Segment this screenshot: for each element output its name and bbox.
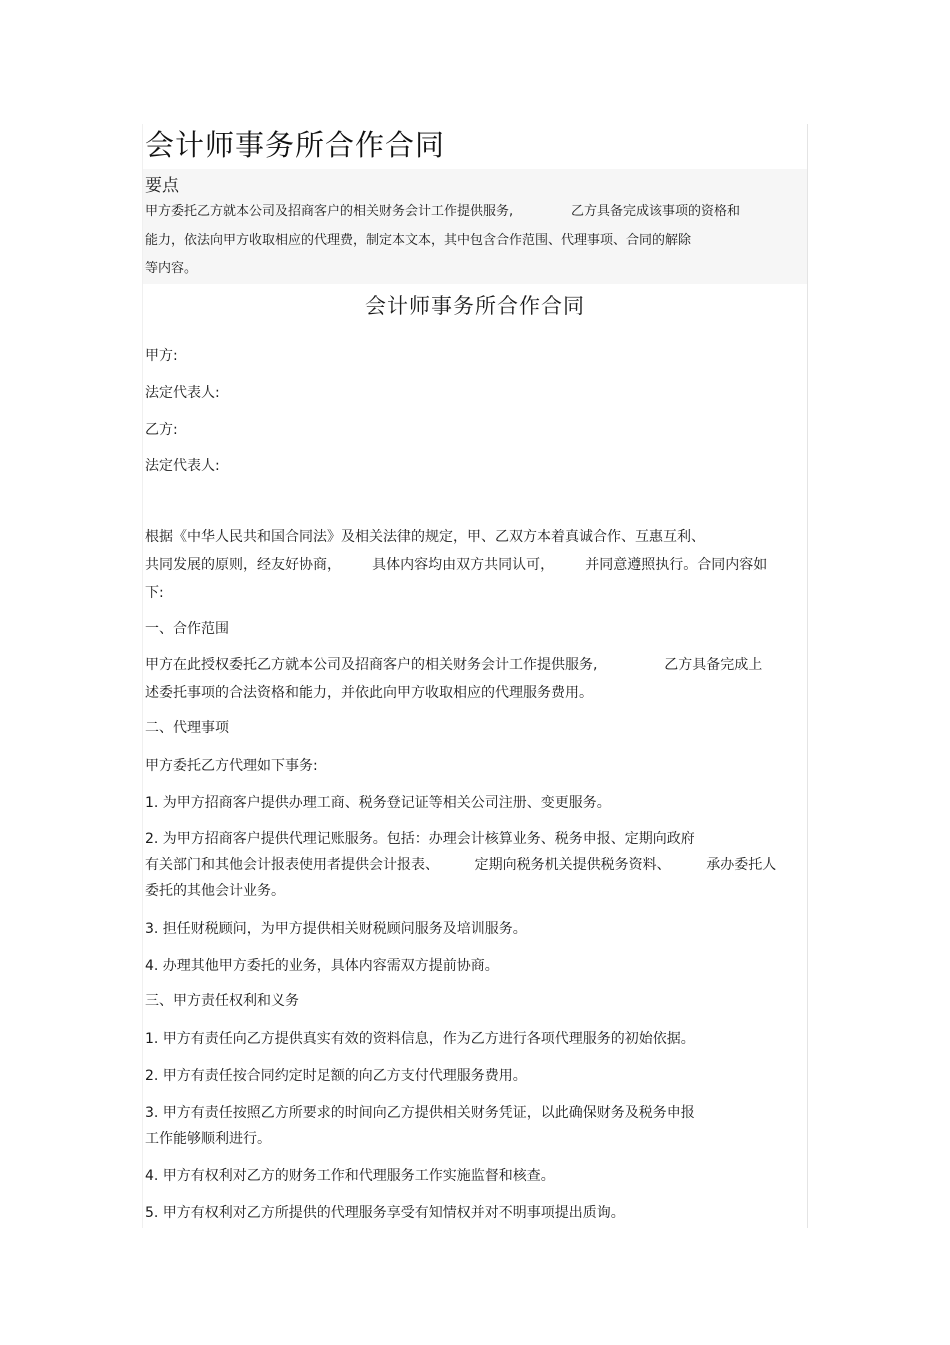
section-3-item-3-line: 3. 甲方有责任按照乙方所要求的时间向乙方提供相关财务凭证，以此确保财务及税务申报 [145,1105,695,1121]
section-3-item-2: 2. 甲方有责任按合同约定时足额的向乙方支付代理服务费用。 [145,1068,527,1084]
document-title: 会计师事务所合作合同 [145,128,446,162]
preamble-line: 共同发展的原则，经友好协商， 具体内容均由双方共同认可， 并同意遵照执行。合同内容如 [145,557,768,573]
section-1-heading: 一、合作范围 [145,621,229,637]
section-2-intro: 甲方委托乙方代理如下事务: [145,758,318,774]
party-a-label: 甲方: [145,348,178,364]
section-2-item-4: 4. 办理其他甲方委托的业务，具体内容需双方提前协商。 [145,958,499,974]
summary-line: 能力，依法向甲方收取相应的代理费，制定本文本，其中包含合作范围、代理事项、合同的解除 [145,233,692,248]
section-3-item-1: 1. 甲方有责任向乙方提供真实有效的资料信息，作为乙方进行各项代理服务的初始依据。 [145,1031,695,1047]
summary-line: 等内容。 [145,261,198,276]
summary-heading: 要点 [145,176,179,196]
party-b-label: 乙方: [145,422,178,438]
summary-box [143,169,807,284]
section-1-line: 述委托事项的合法资格和能力，并依此向甲方收取相应的代理服务费用。 [145,685,593,701]
section-3-item-3-line: 工作能够顺利进行。 [145,1131,271,1147]
preamble-line: 下: [145,585,164,601]
preamble-line: 根据《中华人民共和国合同法》及相关法律的规定，甲、乙双方本着真诚合作、互惠互利、 [145,529,705,545]
section-1-line: 甲方在此授权委托乙方就本公司及招商客户的相关财务会计工作提供服务, 乙方具备完成上 [145,657,763,673]
document-page [142,124,808,1228]
section-2-item-2-line: 有关部门和其他会计报表使用者提供会计报表、 定期向税务机关提供税务资料、 承办委托人 [145,857,777,873]
section-3-item-4: 4. 甲方有权利对乙方的财务工作和代理服务工作实施监督和核查。 [145,1168,555,1184]
section-2-item-1: 1. 为甲方招商客户提供办理工商、税务登记证等相关公司注册、变更服务。 [145,795,611,811]
section-2-item-2-line: 2. 为甲方招商客户提供代理记账服务。包括：办理会计核算业务、税务申报、定期向政府 [145,831,695,847]
section-3-item-5: 5. 甲方有权利对乙方所提供的代理服务享受有知情权并对不明事项提出质询。 [145,1205,625,1221]
section-2-item-3: 3. 担任财税顾问，为甲方提供相关财税顾问服务及培训服务。 [145,921,527,937]
summary-line: 甲方委托乙方就本公司及招商客户的相关财务会计工作提供服务, 乙方具备完成该事项的资格和 [145,204,740,219]
party-a-representative-label: 法定代表人: [145,385,220,401]
section-2-item-2-line: 委托的其他会计业务。 [145,883,285,899]
section-2-heading: 二、代理事项 [145,720,229,736]
contract-title: 会计师事务所合作合同 [365,294,585,318]
party-b-representative-label: 法定代表人: [145,458,220,474]
section-3-heading: 三、甲方责任权利和义务 [145,993,299,1009]
